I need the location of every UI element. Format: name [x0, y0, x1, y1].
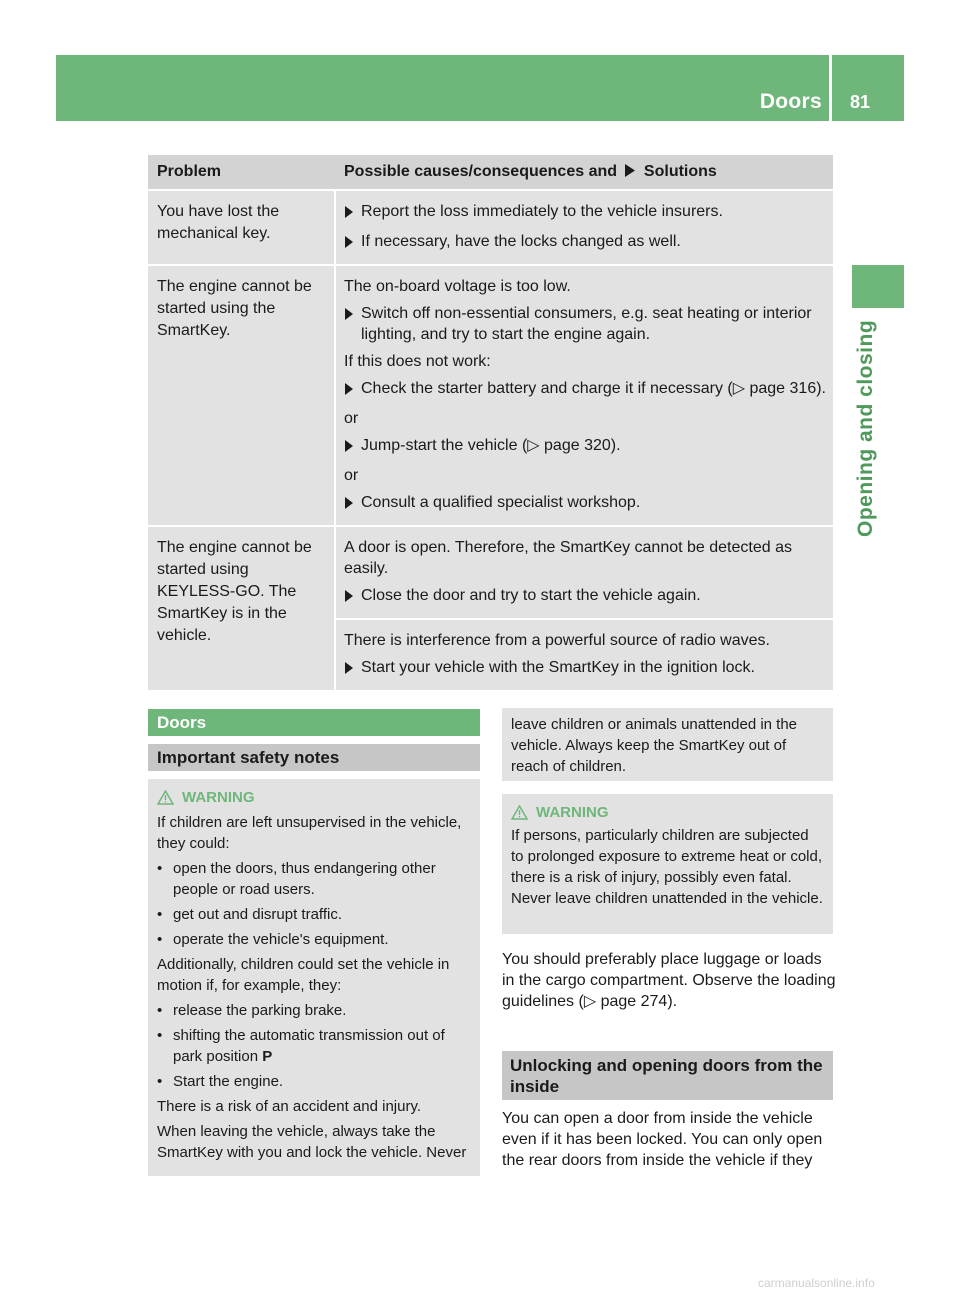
- cause-text: A door is open. Therefore, the SmartKey cannot be detected as easily.: [344, 539, 792, 577]
- arrow-right-icon: [344, 383, 354, 395]
- solutions-column: [336, 191, 833, 264]
- solution-step: [344, 303, 827, 345]
- problem-cell: The engine cannot be started using the SmartKey.: [148, 266, 334, 525]
- step-text: Start your vehicle with the SmartKey in the ignition lock.: [361, 659, 755, 676]
- warning-heading-2: [511, 802, 825, 823]
- problem-cell: The engine cannot be started using KEYLESS-GO. The SmartKey is in the vehicle.: [148, 527, 334, 690]
- warning-heading: [157, 787, 472, 808]
- bullet-item: [157, 904, 472, 925]
- cause-text: The on-board voltage is too low.: [344, 278, 571, 295]
- solution-step: [344, 201, 827, 225]
- step-arrow: [344, 657, 361, 681]
- warning-continuation-text: leave children or animals unattended in the vehicle. Always keep the SmartKey out of reach of children.: [511, 716, 798, 775]
- solutions-cell: [336, 527, 833, 618]
- bullet-item: [157, 1000, 472, 1021]
- bullet-item: [157, 929, 472, 950]
- step-arrow: [344, 201, 361, 225]
- page-number: 81: [849, 92, 871, 112]
- step-arrow: [344, 378, 361, 402]
- column-header-solutions-prefix: Possible causes/consequences and: [344, 163, 618, 180]
- warning-box-heat: [502, 794, 833, 934]
- table-row: [148, 527, 833, 692]
- bullet-bold: P: [258, 1048, 273, 1065]
- arrow-right-icon: [344, 497, 354, 509]
- luggage-paragraph: You should preferably place luggage or loads in the cargo compartment. Observe the loading guidelines (▷ page 274).: [502, 951, 836, 1010]
- cause-text: If this does not work:: [344, 353, 491, 370]
- problem-cell: You have lost the mechanical key.: [148, 191, 334, 264]
- warning-intro: If children are left unsupervised in the vehicle, they could:: [157, 814, 462, 852]
- arrow-right-icon: [344, 308, 354, 320]
- cause-text: or: [344, 467, 359, 484]
- arrow-right-icon: [624, 164, 636, 177]
- footer-watermark: carmanualsonline.info: [758, 1276, 875, 1290]
- bullet-text: release the parking brake.: [173, 1002, 347, 1019]
- column-header-problem: Problem: [157, 163, 222, 180]
- column-header-solutions: [336, 163, 717, 181]
- step-text: Jump-start the vehicle (▷ page 320).: [361, 437, 621, 454]
- step-arrow: [344, 303, 361, 345]
- unlocking-heading: Unlocking and opening doors from the inside: [502, 1051, 833, 1100]
- bullet-text: operate the vehicle's equipment.: [173, 931, 389, 948]
- warning-bullets-1: [157, 858, 472, 950]
- solutions-column: [336, 266, 833, 525]
- solutions-cell: [336, 618, 833, 690]
- bullet-item: [157, 858, 472, 900]
- header-separator: [829, 55, 832, 121]
- solution-step: [344, 657, 827, 681]
- step-text: Check the starter battery and charge it if necessary (▷ page 316).: [361, 380, 826, 397]
- warning-triangle-icon: [157, 790, 174, 805]
- warning-outro-1: There is a risk of an accident and injury.: [157, 1098, 422, 1115]
- step-text: Close the door and try to start the vehicle again.: [361, 587, 701, 604]
- warning-title: WARNING: [182, 789, 255, 806]
- bullet-dot: •: [157, 1027, 163, 1044]
- arrow-right-icon: [344, 206, 354, 218]
- step-text: Report the loss immediately to the vehicle insurers.: [361, 203, 723, 220]
- bullet-text: shifting the automatic transmission out of park position P: [173, 1027, 445, 1065]
- warning-outro-2: When leaving the vehicle, always take the SmartKey with you and lock the vehicle. Never: [157, 1123, 467, 1161]
- warning-bullets-2: [157, 1000, 472, 1092]
- unlocking-paragraph: You can open a door from inside the vehicle even if it has been locked. You can only open the rear doors from inside the vehicle if they: [502, 1110, 823, 1169]
- warning-heat-text: If persons, particularly children are subjected to prolonged exposure to extreme heat or cold, there is a risk of injury, possibly even fatal. Never leave children unattended in the vehicle.: [511, 827, 823, 907]
- solutions-column: [336, 527, 833, 690]
- bullet-item: [157, 1071, 472, 1092]
- solutions-cell: [336, 266, 833, 525]
- step-text: Switch off non-essential consumers, e.g. seat heating or interior lighting, and try to start the engine again.: [361, 305, 812, 343]
- step-text: Consult a qualified specialist workshop.: [361, 494, 641, 511]
- cause-text: or: [344, 410, 359, 427]
- section-title: Doors: [148, 709, 480, 736]
- arrow-right-icon: [344, 662, 354, 674]
- header-title: Doors: [759, 90, 822, 113]
- table-row: [148, 191, 833, 266]
- step-arrow: [344, 231, 361, 255]
- bullet-text: open the doors, thus endangering other people or road users.: [173, 860, 436, 898]
- solution-step: [344, 231, 827, 255]
- arrow-right-icon: [344, 236, 354, 248]
- table-header: [148, 155, 833, 191]
- step-arrow: [344, 585, 361, 609]
- solutions-cell: [336, 191, 833, 264]
- warning-title-2: WARNING: [536, 804, 609, 821]
- section-subtitle: Important safety notes: [148, 744, 480, 771]
- bullet-item: [157, 1025, 472, 1067]
- bullet-dot: •: [157, 860, 163, 877]
- bullet-dot: •: [157, 906, 163, 923]
- table-body: [148, 191, 833, 692]
- chapter-tab-label: Opening and closing: [854, 320, 877, 538]
- solution-step: [344, 585, 827, 609]
- step-arrow: [344, 492, 361, 516]
- solution-step: [344, 492, 827, 516]
- warning-mid: Additionally, children could set the vehicle in motion if, for example, they:: [157, 956, 450, 994]
- bullet-text: Start the engine.: [173, 1073, 284, 1090]
- bullet-dot: •: [157, 1002, 163, 1019]
- chapter-tab-marker: [852, 265, 904, 308]
- table-row: [148, 266, 833, 527]
- warning-box-children: [148, 779, 480, 1176]
- arrow-right-icon: [344, 440, 354, 452]
- warning-triangle-icon: [511, 805, 528, 820]
- bullet-dot: •: [157, 931, 163, 948]
- arrow-right-icon: [344, 590, 354, 602]
- solution-step: [344, 378, 827, 402]
- solution-step: [344, 435, 827, 459]
- cause-text: There is interference from a powerful source of radio waves.: [344, 632, 770, 649]
- column-header-solutions-suffix: Solutions: [643, 163, 717, 180]
- bullet-text: get out and disrupt traffic.: [173, 906, 342, 923]
- troubleshooting-table: [148, 155, 833, 692]
- step-text: If necessary, have the locks changed as well.: [361, 233, 681, 250]
- step-arrow: [344, 435, 361, 459]
- warning-continuation-box: [502, 708, 833, 781]
- bullet-dot: •: [157, 1073, 163, 1090]
